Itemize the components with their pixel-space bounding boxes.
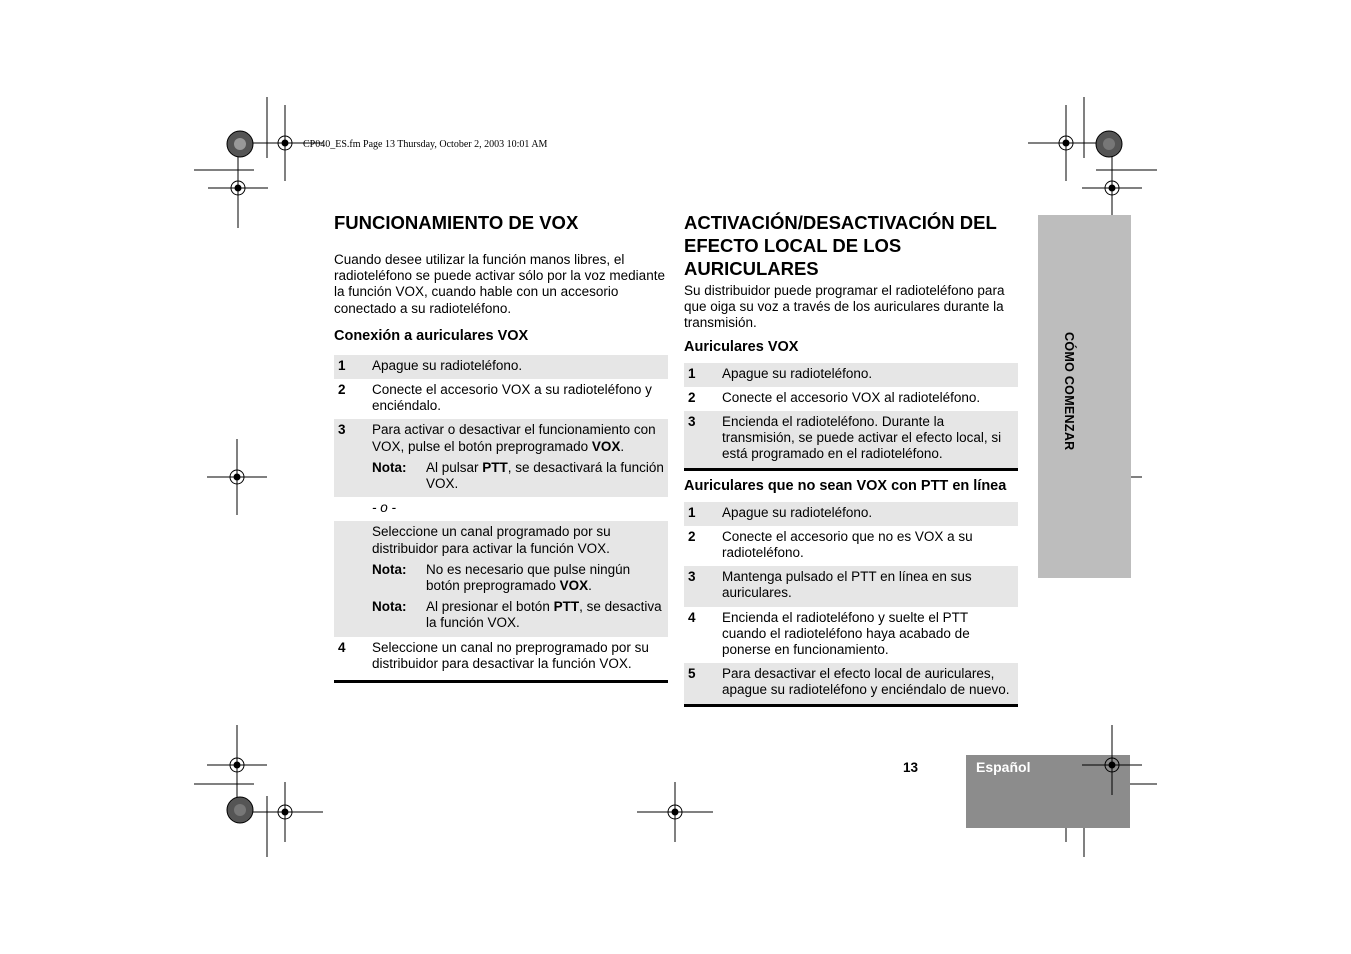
table-row (684, 363, 1018, 387)
section-rule (334, 680, 668, 683)
step-text: Apague su radioteléfono. (718, 363, 1018, 387)
side-tab-label: CÓMO COMENZAR (1062, 332, 1076, 451)
note-text-part: , se desactivará la función VOX. (426, 459, 664, 492)
table-row (334, 355, 668, 379)
file-header: CP040_ES.fm Page 13 Thursday, October 2, 2003 10:01 AM (303, 139, 548, 150)
note-text-bold: PTT (553, 599, 580, 615)
note (372, 562, 664, 594)
right-subtitle-1: Auriculares VOX (684, 338, 799, 355)
step-number: 1 (684, 502, 718, 526)
section-rule (684, 468, 1018, 471)
left-column (334, 211, 668, 683)
step-number: 1 (334, 355, 368, 379)
step-number: 5 (684, 663, 718, 703)
note-label: Nota: (372, 599, 407, 615)
step-text: Conecte el accesorio VOX al radioteléfono. (722, 389, 981, 405)
step-number: 3 (334, 419, 368, 497)
step-text: Apague su radioteléfono. (718, 502, 1018, 526)
step-text-part: Seleccione un canal programado por su distribuidor para activar la función VOX. (372, 524, 611, 556)
step-number (334, 497, 368, 521)
note-label: Nota: (372, 561, 407, 577)
table-row (334, 419, 668, 497)
side-tab (1038, 215, 1131, 578)
note-text-part: , se desactiva la función VOX. (426, 599, 662, 631)
left-subtitle: Conexión a auriculares VOX (334, 327, 529, 344)
step-number: 3 (684, 411, 718, 468)
left-steps-table (334, 355, 668, 677)
table-row (334, 379, 668, 419)
right-steps-table-2 (684, 502, 1018, 704)
table-row (684, 387, 1018, 411)
right-subtitle-2: Auriculares que no sean VOX con PTT en línea (684, 477, 1007, 494)
step-text: Para desactivar el efecto local de auriculares, apague su radioteléfono y enciéndalo de nuevo. (718, 663, 1018, 703)
note-text-part: Al pulsar (426, 459, 483, 475)
step-text: Encienda el radioteléfono y suelte el PTT cuando el radioteléfono haya acabado de ponerse en funcionamiento. (722, 609, 970, 658)
note (372, 599, 664, 631)
step-number: 2 (338, 382, 346, 398)
page-number: 13 (903, 760, 919, 775)
table-row (684, 411, 1018, 468)
table-row (334, 637, 668, 677)
section-rule (684, 704, 1018, 707)
note-text-part: Al presionar el botón (426, 599, 554, 615)
left-intro: Cuando desee utilizar la función manos libres, el radioteléfono se puede activar sólo por la voz mediante la función VOX, cuando hable con un accesorio conectado a su radioteléfono. (334, 252, 665, 316)
step-text-bold: VOX (591, 438, 621, 454)
right-column (684, 211, 1018, 707)
step-text: Apague su radioteléfono. (368, 355, 668, 379)
step-text (368, 419, 668, 497)
step-number: 2 (688, 528, 696, 544)
right-intro: Su distribuidor puede programar el radioteléfono para que oiga su voz a través de los auriculares durante la transmisión. (684, 283, 1005, 331)
note-text-part: No es necesario que pulse ningún botón preprogramado (426, 561, 631, 594)
note-text-part: . (588, 578, 592, 594)
right-steps-table-1 (684, 363, 1018, 468)
left-title: FUNCIONAMIENTO DE VOX (334, 212, 579, 233)
step-number: 2 (688, 389, 696, 405)
table-row (334, 497, 668, 521)
note (372, 460, 664, 492)
step-text (368, 521, 668, 636)
step-text: Conecte el accesorio VOX a su radioteléfono y enciéndalo. (372, 382, 652, 414)
step-number: 4 (688, 609, 696, 625)
table-row (334, 521, 668, 636)
note-text (426, 599, 664, 631)
language-tab-label: Español (976, 759, 1031, 775)
table-row (684, 502, 1018, 526)
note-text (426, 562, 664, 594)
note-text-bold: PTT (482, 459, 508, 475)
step-text: Encienda el radioteléfono. Durante la transmisión, se puede activar el efecto local, si está programado en el radioteléfono. (718, 411, 1018, 468)
step-text: - o - (372, 500, 397, 516)
step-text: Mantenga pulsado el PTT en línea en sus auriculares. (718, 566, 1018, 606)
right-title: ACTIVACIÓN/DESACTIVACIÓN DEL EFECTO LOCAL DE LOS AURICULARES (684, 212, 997, 279)
step-number: 4 (338, 639, 346, 655)
note-text (426, 460, 664, 492)
step-number (334, 521, 368, 636)
table-row (684, 663, 1018, 703)
step-number: 3 (684, 566, 718, 606)
table-row (684, 566, 1018, 606)
note-label: Nota: (372, 459, 407, 475)
table-row (684, 526, 1018, 566)
step-text: Seleccione un canal no preprogramado por su distribuidor para desactivar la función VOX. (372, 639, 649, 671)
table-row (684, 607, 1018, 664)
registration-mark (1080, 735, 1150, 795)
step-text-part: . (620, 438, 625, 454)
note-text-bold: VOX (559, 578, 589, 594)
step-number: 1 (684, 363, 718, 387)
step-text: Conecte el accesorio que no es VOX a su radioteléfono. (722, 528, 973, 561)
step-text-part: Para activar o desactivar el funcionamiento con VOX, pulse el botón preprogramado (372, 422, 656, 454)
